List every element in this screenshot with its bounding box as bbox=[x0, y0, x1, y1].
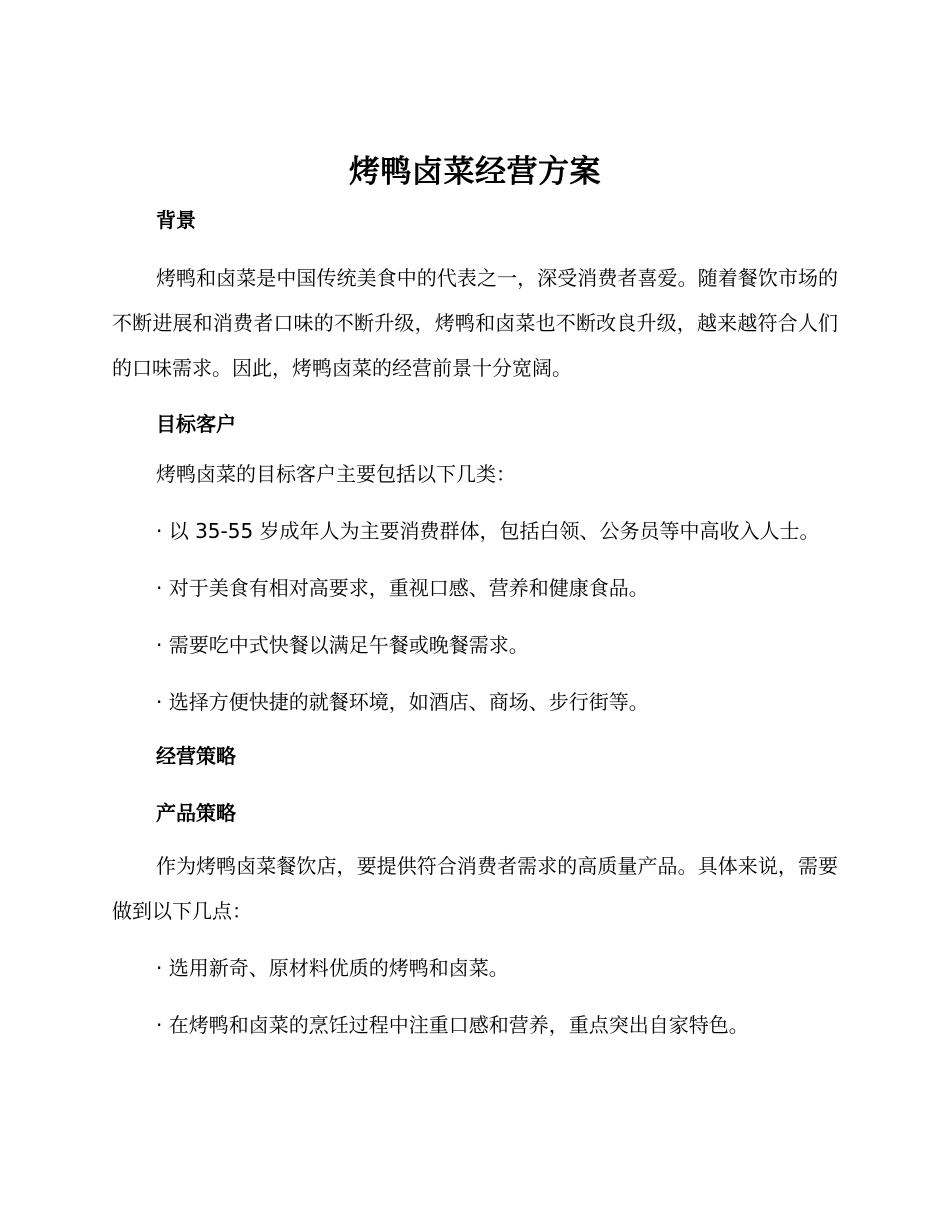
product-strategy-item: · 在烤鸭和卤菜的烹饪过程中注重口感和营养，重点突出自家特色。 bbox=[156, 1013, 749, 1037]
target-customer-item: · 需要吃中式快餐以满足午餐或晚餐需求。 bbox=[156, 633, 529, 657]
section-heading-target-customers: 目标客户 bbox=[156, 412, 236, 436]
target-customer-item: · 选择方便快捷的就餐环境，如酒店、商场、步行街等。 bbox=[156, 690, 649, 714]
section-heading-product-strategy: 产品策略 bbox=[156, 801, 236, 825]
target-customers-intro: 烤鸭卤菜的目标客户主要包括以下几类： bbox=[156, 462, 516, 486]
document-title: 烤鸭卤菜经营方案 bbox=[349, 154, 601, 190]
product-strategy-item: · 选用新奇、原材料优质的烤鸭和卤菜。 bbox=[156, 956, 509, 980]
target-customer-item: · 以 35-55 岁成年人为主要消费群体，包括白领、公务员等中高收入人士。 bbox=[156, 519, 820, 543]
section-heading-strategy: 经营策略 bbox=[156, 744, 236, 768]
product-strategy-intro: 作为烤鸭卤菜餐饮店，要提供符合消费者需求的高质量产品。具体来说，需要做到以下几点： bbox=[112, 854, 838, 923]
background-paragraph: 烤鸭和卤菜是中国传统美食中的代表之一，深受消费者喜爱。随着餐饮市场的不断进展和消费者口味的不断升级，烤鸭和卤菜也不断改良升级，越来越符合人们的口味需求。因此，烤鸭卤菜的经营前景十分宽阔。 bbox=[112, 266, 838, 380]
target-customer-item: · 对于美食有相对高要求，重视口感、营养和健康食品。 bbox=[156, 576, 649, 600]
section-heading-background: 背景 bbox=[156, 208, 196, 232]
